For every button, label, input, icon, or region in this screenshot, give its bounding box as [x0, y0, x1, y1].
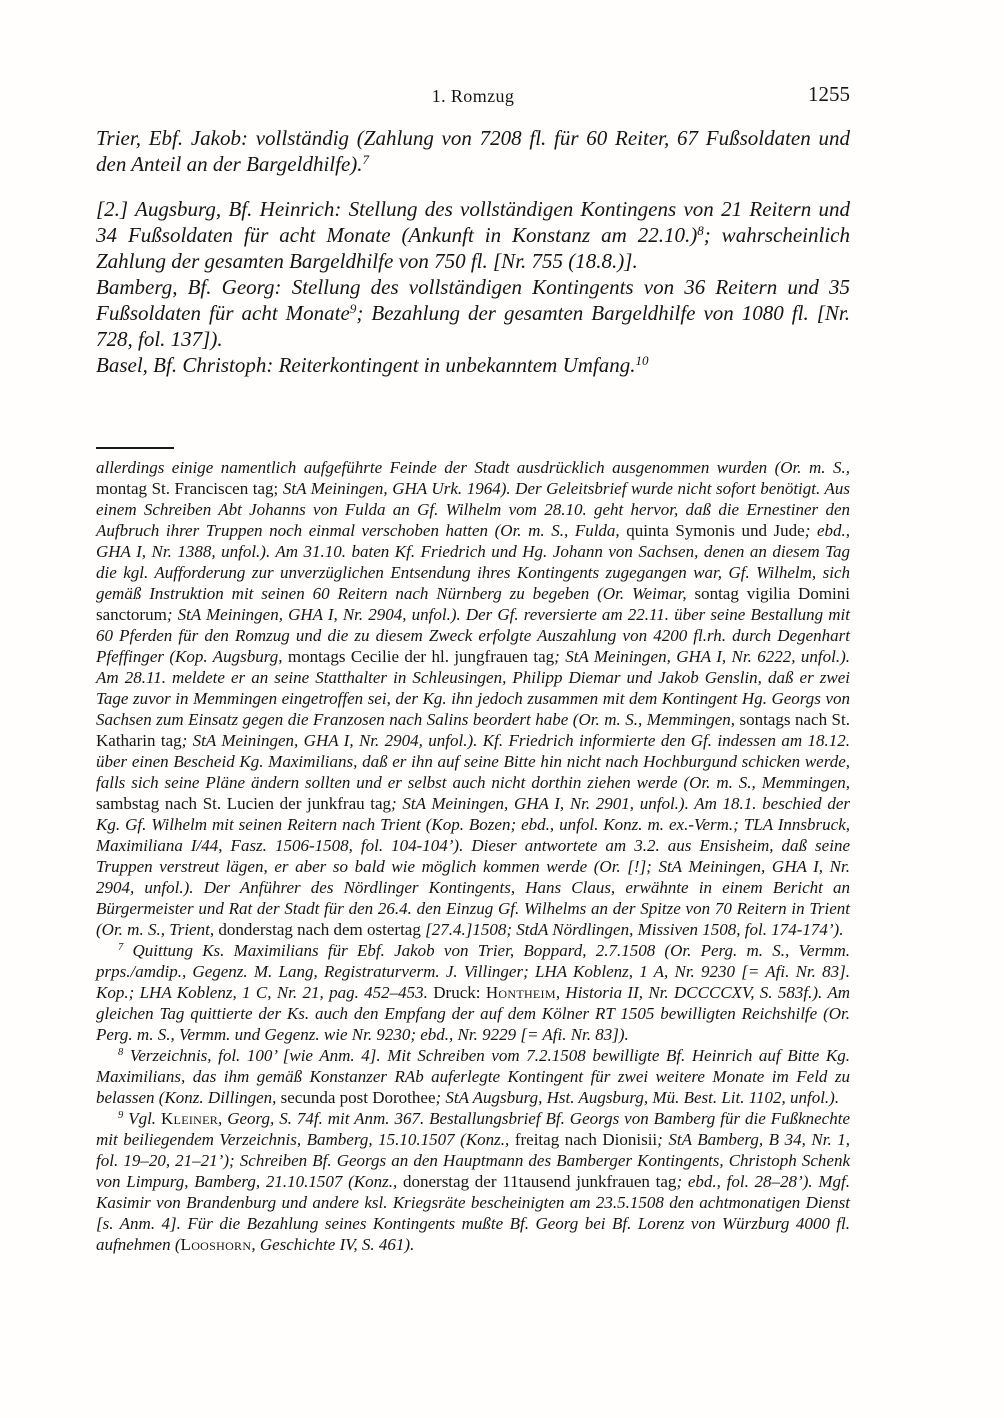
footnote-7: $^7$ Quittung Ks. Maximilians für Ebf. Jakob von Trier, Boppard, 2.7.1508 (Or. Perg. m. S., Vermm. prps./amdip., Gegenz. M. Lang, Registraturverm. J. Villinger; LHA Koblenz, 1 A, Nr. 9230 [= Afi. Nr. 83]. Kop.; LHA Koblenz, 1 C, Nr. 21, pag. 452–453. Druck: Hontheim, Historia II, Nr. DCCCCXV, S. 583f.). Am gleichen Tag quittierte der Ks. auch den Empfang der auf dem Kölner RT 1505 bewilligten Reichshilfe (Or. Perg. m. S., Vermm. und Gegenz. wie Nr. 9230; ebd., Nr. 9229 [= Afi. Nr. 83]). [96, 941, 850, 1044]
footnote-9: $^9$ Vgl. Kleiner, Georg, S. 74f. mit Anm. 367. Bestallungsbrief Bf. Georgs von Bamberg für die Fußknechte mit beiliegendem Verzeichnis, Bamberg, 15.10.1507 (Konz., freitag nach Dionisii; StA Bamberg, B 34, Nr. 1, fol. 19–20, 21–21’); Schreiben Bf. Georgs an den Hauptmann des Bamberger Kontingents, Christoph Schenk von Limpurg, Bamberg, 21.10.1507 (Konz., donerstag der 11tausend junkfrauen tag; ebd., fol. 28–28’). Mgf. Kasimir von Brandenburg und andere ksl. Kriegsräte bescheinigten am 23.5.1508 den achtmonatigen Dienst [s. Anm. 4]. Für die Bezahlung seines Kontingents mußte Bf. Georg bei Bf. Lorenz von Würzburg 4000 fl. aufnehmen (Looshorn, Geschichte IV, S. 461). [96, 1109, 850, 1254]
body-paragraph-bamberg: Bamberg, Bf. Georg: Stellung des vollständigen Kontingents von 36 Reitern und 35 Fußsoldaten für acht Monate$^9$; Bezahlung der gesamten Bargeldhilfe von 1080 fl. [Nr. 728, fol. 137]). [96, 275, 850, 351]
footnote-8: $^8$ Verzeichnis, fol. 100’ [wie Anm. 4]. Mit Schreiben vom 7.2.1508 bewilligte Bf. Heinrich auf Bitte Kg. Maximilians, das ihm gemäß Konstanzer RAb auferlegte Kontingent für zwei weitere Monate im Feld zu belassen (Konz. Dillingen, secunda post Dorothee; StA Augsburg, Hst. Augsburg, Mü. Best. Lit. 1102, unfol.). [96, 1046, 850, 1107]
footnote-continuation: allerdings einige namentlich aufgeführte Feinde der Stadt ausdrücklich ausgenommen wurden (Or. m. S., montag St. Franciscen tag; StA Meiningen, GHA Urk. 1964). Der Geleitsbrief wurde nicht sofort benötigt. Aus einem Schreiben Abt Johanns von Fulda an Gf. Wilhelm vom 28.10. geht hervor, daß die Ernestiner den Aufbruch ihrer Truppen noch einmal verschoben hatten (Or. m. S., Fulda, quinta Symonis und Jude; ebd., GHA I, Nr. 1388, unfol.). Am 31.10. baten Kf. Friedrich und Hg. Johann von Sachsen, denen an diesem Tag die kgl. Aufforderung zur unverzüglichen Entsendung ihres Kontingents zugegangen war, Gf. Wilhelm, sich gemäß Instruktion mit seinen 60 Reitern nach Nürnberg zu begeben (Or. Weimar, sontag vigilia Domini sanctorum; StA Meiningen, GHA I, Nr. 2904, unfol.). Der Gf. reversierte am 22.11. über seine Bestallung mit 60 Pferden für den Romzug und die zu diesem Zweck erfolgte Auszahlung von 4200 fl.rh. durch Degenhart Pfeffinger (Kop. Augsburg, montags Cecilie der hl. jungfrauen tag; StA Meiningen, GHA I, Nr. 6222, unfol.). Am 28.11. meldete er an seine Statthalter in Schleusingen, Philipp Diemar und Jakob Genslin, daß er zwei Tage zuvor in Memmingen eingetroffen sei, der Kg. ihn jedoch zusammen mit dem Kontingent Hg. Georgs von Sachsen zum Einsatz gegen die Franzosen nach Salins beordert habe (Or. m. S., Memmingen, sontags nach St. Katharin tag; StA Meiningen, GHA I, Nr. 2904, unfol.). Kf. Friedrich informierte den Gf. indessen am 18.12. über einen Bescheid Kg. Maximilians, daß er ihn auf seine Bitte hin nicht nach Hochburgund schicken werde, falls sich seine Pläne ändern sollten und er selbst auch nicht dorthin ziehen werde (Or. m. S., Memmingen, sambstag nach St. Lucien der junkfrau tag; StA Meiningen, GHA I, Nr. 2901, unfol.). Am 18.1. beschied der Kg. Gf. Wilhelm mit seinen Reitern nach Trient (Kop. Bozen; ebd., unfol. Konz. m. ex.-Verm.; TLA Innsbruck, Maximiliana I/44, Fasz. 1506-1508, fol. 104-104’). Dieser antwortete am 3.2. aus Ensisheim, daß seine Truppen verstreut lägen, er aber so bald wie möglich kommen werde (Or. [!]; StA Meiningen, GHA I, Nr. 2904, unfol.). Der Anführer des Nördlinger Kontingents, Hans Claus, erwähnte in einem Bericht an Bürgermeister und Rat der Stadt für den 26.4. den Einzug Gf. Wilhelms an der Spitze von 70 Reitern in Trient (Or. m. S., Trient, donderstag nach dem ostertag [27.4.]1508; StdA Nördlingen, Missiven 1508, fol. 174-174’). [96, 458, 851, 939]
page-header [96, 0, 850, 108]
body-paragraph-trier: Trier, Ebf. Jakob: vollständig (Zahlung von 7208 fl. für 60 Reiter, 67 Fußsoldaten und den Anteil an der Bargeldhilfe).$^7$ [96, 126, 850, 176]
body-paragraph-group [96, 196, 850, 378]
body-paragraph-basel: Basel, Bf. Christoph: Reiterkontingent in unbekanntem Umfang.$^{10}$ [96, 353, 649, 377]
body-paragraph-augsburg: [2.] Augsburg, Bf. Heinrich: Stellung des vollständigen Kontingens von 21 Reitern und 34 Fußsoldaten für acht Monate (Ankunft in Konstanz am 22.10.)$^8$; wahrscheinlich Zahlung der gesamten Bargeldhilfe von 750 fl. [Nr. 755 (18.8.)]. [96, 197, 850, 273]
text-column [96, 0, 850, 1255]
footnote-separator-rule [96, 447, 174, 449]
page-number: 1255 [808, 82, 850, 106]
running-header-title: 1. Romzug [431, 86, 515, 106]
footnote-block [96, 457, 850, 1255]
